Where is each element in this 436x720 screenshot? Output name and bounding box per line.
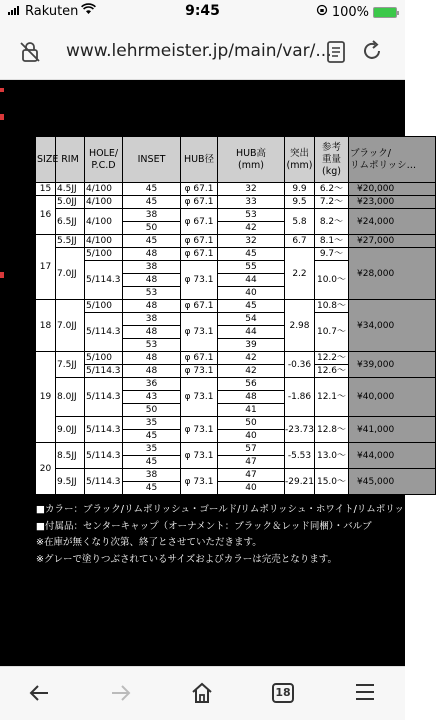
cell-weight: 13.0〜 — [315, 443, 349, 469]
cell-weight: 12.2〜 — [315, 352, 349, 365]
cell-hub-diameter: φ 67.1 — [181, 209, 218, 235]
cell-hub-height: 55 — [218, 261, 285, 274]
cell-weight: 8.1〜 — [315, 235, 349, 248]
cell-rim: 9.5JJ — [56, 469, 85, 495]
cell-weight: 15.0〜 — [315, 469, 349, 495]
table-row — [36, 417, 436, 430]
header-size: SIZE — [36, 137, 56, 183]
cell-inset: 50 — [123, 404, 181, 417]
cell-hole-pcd: 5/114.3 — [85, 378, 123, 417]
cell-protrusion: -0.36 — [285, 352, 315, 378]
table-body — [36, 183, 436, 495]
note-line: ※在庫が無くなり次第、終了とさせていただきます。 — [36, 537, 262, 548]
note-line: ※グレーで塗りつぶされているサイズおよびカラーは完売となります。 — [36, 553, 337, 565]
cell-inset: 38 — [123, 261, 181, 274]
tabs-button[interactable] — [272, 683, 294, 703]
cell-inset: 45 — [123, 430, 181, 443]
cell-hub-height: 45 — [218, 248, 285, 261]
notes-block — [36, 502, 423, 568]
table-row — [36, 235, 436, 248]
cell-inset: 45 — [123, 482, 181, 495]
cell-price: ¥28,000 — [349, 248, 436, 300]
table-row — [36, 378, 436, 391]
cell-hole-pcd: 5/114.3 — [85, 469, 123, 495]
cell-inset: 38 — [123, 209, 181, 222]
cell-hole-pcd: 5/114.3 — [85, 417, 123, 443]
cell-hub-diameter: φ 67.1 — [181, 248, 218, 261]
table-row — [36, 248, 436, 261]
cell-rim: 8.5JJ — [56, 443, 85, 469]
address-bar[interactable] — [0, 24, 405, 80]
tab-count: 18 — [272, 683, 294, 703]
cell-hub-height: 32 — [218, 183, 285, 196]
table-header-row — [36, 137, 436, 183]
cell-hole-pcd: 5/114.3 — [85, 313, 123, 352]
cell-hole-pcd: 5/100 — [85, 300, 123, 313]
cell-size: 18 — [36, 300, 56, 352]
cell-price: ¥45,000 — [349, 469, 436, 495]
battery-percent: 100% — [331, 4, 369, 20]
cell-inset: 48 — [123, 352, 181, 365]
cell-inset: 48 — [123, 248, 181, 261]
cell-price: ¥39,000 — [349, 352, 436, 378]
cell-inset: 45 — [123, 183, 181, 196]
header-hub-height: HUB高 (mm) — [218, 137, 285, 183]
cell-hub-height: 32 — [218, 235, 285, 248]
cell-hub-diameter: φ 67.1 — [181, 352, 218, 365]
table-row — [36, 352, 436, 365]
cell-hub-height: 56 — [218, 378, 285, 391]
cell-hole-pcd: 5/114.3 — [85, 261, 123, 300]
red-margin-mark — [0, 114, 4, 120]
cell-price: ¥20,000 — [349, 183, 436, 196]
cell-hub-height: 40 — [218, 287, 285, 300]
cell-hub-height: 48 — [218, 391, 285, 404]
header-hole-pcd: HOLE/ P.C.D — [85, 137, 123, 183]
cell-weight: 10.7〜 — [315, 313, 349, 352]
cell-price: ¥44,000 — [349, 443, 436, 469]
cell-protrusion: -1.86 — [285, 378, 315, 417]
cell-inset: 45 — [123, 456, 181, 469]
cell-hub-diameter: φ 73.1 — [181, 443, 218, 469]
cell-hub-height: 40 — [218, 482, 285, 495]
table-row — [36, 196, 436, 209]
cell-hole-pcd: 4/100 — [85, 196, 123, 209]
cell-hub-height: 47 — [218, 469, 285, 482]
clock: 9:45 — [185, 3, 220, 19]
cell-weight: 12.6〜 — [315, 365, 349, 378]
cell-hub-height: 42 — [218, 352, 285, 365]
table-row — [36, 300, 436, 313]
cell-protrusion: 5.8 — [285, 209, 315, 235]
cell-hole-pcd: 5/100 — [85, 248, 123, 261]
table-row — [36, 443, 436, 456]
cell-protrusion: 6.7 — [285, 235, 315, 248]
cell-hub-diameter: φ 73.1 — [181, 313, 218, 352]
cell-price: ¥24,000 — [349, 209, 436, 235]
cell-weight: 10.8〜 — [315, 300, 349, 313]
cell-size: 15 — [36, 183, 56, 196]
cell-weight: 6.2〜 — [315, 183, 349, 196]
cell-hub-height: 45 — [218, 300, 285, 313]
note-line: ■カラー：ブラック/リムポリッシュ・ゴールド/リムポリッシュ・ホワイト/リムポリッシュ — [36, 504, 423, 515]
cell-hub-height: 40 — [218, 430, 285, 443]
cell-hole-pcd: 5/114.3 — [85, 443, 123, 469]
cell-inset: 48 — [123, 365, 181, 378]
cell-inset: 35 — [123, 443, 181, 456]
cell-protrusion: 2.2 — [285, 248, 315, 300]
cell-hub-height: 54 — [218, 313, 285, 326]
cell-inset: 53 — [123, 339, 181, 352]
cell-hub-height: 44 — [218, 274, 285, 287]
cell-hub-diameter: φ 67.1 — [181, 183, 218, 196]
back-arrow-icon[interactable] — [28, 681, 52, 709]
cell-rim: 6.5JJ — [56, 209, 85, 235]
cell-hub-height: 41 — [218, 404, 285, 417]
header-inset: INSET — [123, 137, 181, 183]
status-bar — [0, 0, 405, 24]
cell-inset: 38 — [123, 469, 181, 482]
cell-rim: 5.5JJ — [56, 235, 85, 248]
cell-hub-height: 57 — [218, 443, 285, 456]
cell-price: ¥34,000 — [349, 300, 436, 352]
cell-weight: 12.8〜 — [315, 417, 349, 443]
header-protrusion: 突出 (mm) — [285, 137, 315, 183]
cell-weight: 10.0〜 — [315, 261, 349, 300]
cell-rim: 7.5JJ — [56, 352, 85, 378]
cell-hole-pcd: 5/100 — [85, 352, 123, 365]
battery-icon — [373, 7, 397, 18]
header-rim: RIM — [56, 137, 85, 183]
cell-weight: 9.7〜 — [315, 248, 349, 261]
cell-hub-height: 33 — [218, 196, 285, 209]
cell-inset: 35 — [123, 417, 181, 430]
browser-toolbar — [0, 666, 405, 720]
forward-arrow-icon[interactable] — [108, 681, 132, 709]
cell-inset: 50 — [123, 222, 181, 235]
cell-rim: 8.0JJ — [56, 378, 85, 417]
cell-hole-pcd: 4/100 — [85, 209, 123, 235]
table-row — [36, 183, 436, 196]
cell-protrusion: -5.53 — [285, 443, 315, 469]
cell-price: ¥27,000 — [349, 235, 436, 248]
header-weight: 参考 重量 (kg) — [315, 137, 349, 183]
cell-inset: 48 — [123, 326, 181, 339]
cell-hub-diameter: φ 67.1 — [181, 196, 218, 209]
cell-protrusion: 2.98 — [285, 300, 315, 352]
cell-hub-height: 44 — [218, 326, 285, 339]
cell-hole-pcd: 5/114.3 — [86, 366, 121, 376]
cell-inset: 45 — [123, 235, 181, 248]
menu-icon[interactable] — [354, 681, 376, 707]
cell-hub-height: 39 — [218, 339, 285, 352]
cell-size: 17 — [36, 235, 56, 300]
cell-hub-height: 53 — [218, 209, 285, 222]
cell-hub-height: 42 — [218, 365, 285, 378]
cell-inset: 45 — [123, 196, 181, 209]
cell-rim: 4.5JJ — [56, 183, 85, 196]
note-line: ■付属品：センターキャップ（オーナメント：ブラック＆レッド同梱）・バルブ — [36, 520, 372, 532]
cell-size: 19 — [36, 352, 56, 443]
carrier-name: Rakuten — [25, 4, 79, 19]
cell-rim: 7.0JJ — [56, 248, 85, 300]
reload-icon[interactable] — [360, 39, 384, 67]
table-row — [36, 209, 436, 222]
cell-hub-diameter: φ 73.1 — [181, 417, 218, 443]
cell-inset: 53 — [123, 287, 181, 300]
cell-rim: 5.0JJ — [56, 196, 85, 209]
status-right — [316, 4, 397, 20]
wheel-spec-table — [35, 136, 436, 495]
cell-hub-diameter: φ 67.1 — [181, 235, 218, 248]
table-row — [36, 469, 436, 482]
cell-inset: 48 — [123, 274, 181, 287]
orientation-lock-icon — [316, 4, 328, 20]
cell-hub-height: 47 — [218, 456, 285, 469]
url-text[interactable]: www.lehrmeister.jp/main/var/... — [66, 41, 332, 61]
red-margin-mark — [0, 88, 4, 92]
cell-size: 20 — [36, 443, 56, 495]
header-price: ブラック/ リムポリッシ… — [349, 137, 436, 183]
cell-inset: 48 — [123, 300, 181, 313]
red-margin-mark — [0, 272, 4, 278]
reader-mode-icon[interactable] — [326, 40, 346, 68]
page-content[interactable] — [0, 80, 423, 666]
cell-size: 16 — [36, 196, 56, 235]
cell-rim: 7.0JJ — [56, 300, 85, 352]
cell-inset: 36 — [123, 378, 181, 391]
cell-protrusion: -29.21 — [285, 469, 315, 495]
cell-price: ¥40,000 — [349, 378, 436, 417]
header-hub-diameter: HUB径 — [181, 137, 218, 183]
cell-hub-diameter: φ 67.1 — [181, 300, 218, 313]
cell-inset: 43 — [123, 391, 181, 404]
cell-protrusion: 9.5 — [285, 196, 315, 209]
not-secure-lock-icon[interactable] — [18, 40, 42, 68]
cell-inset: 38 — [123, 313, 181, 326]
cell-hub-diameter: φ 73.1 — [181, 365, 218, 378]
cell-hub-diameter: φ 73.1 — [181, 469, 218, 495]
cell-weight: 12.1〜 — [315, 378, 349, 417]
cell-price: ¥41,000 — [349, 417, 436, 443]
cell-price: ¥23,000 — [349, 196, 436, 209]
cell-hub-height: 42 — [218, 222, 285, 235]
cell-rim: 9.0JJ — [56, 417, 85, 443]
cell-protrusion: 9.9 — [285, 183, 315, 196]
cell-protrusion: -23.73 — [285, 417, 315, 443]
cell-hub-height: 50 — [218, 417, 285, 430]
cell-hole-pcd: 4/100 — [85, 235, 123, 248]
cell-hub-diameter: φ 73.1 — [181, 378, 218, 417]
cell-hole-pcd: 4/100 — [85, 183, 123, 196]
cell-weight: 8.2〜 — [315, 209, 349, 235]
cell-weight: 7.2〜 — [315, 196, 349, 209]
home-icon[interactable] — [190, 681, 214, 709]
cell-hub-diameter: φ 73.1 — [181, 261, 218, 300]
